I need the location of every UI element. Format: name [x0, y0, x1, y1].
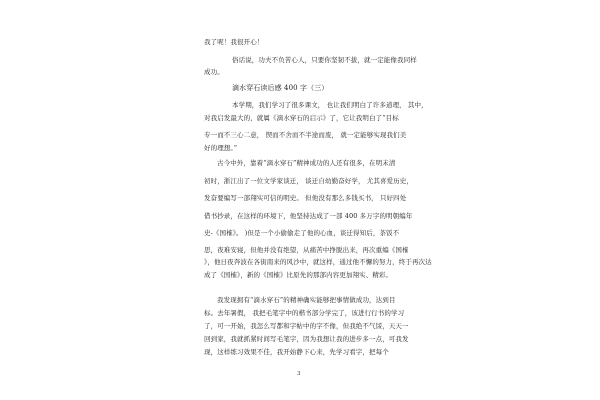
text-line: 现，这样练习效果不佳，我开始静下心来，先学习看字，把每个 [204, 348, 389, 356]
text-line: 对我启发最大的，就属《滴水穿石的启示》了，它让我明白了“目标 [204, 114, 399, 122]
text-line: 史-《国榷》。 )但是一个小偷偷走了他的心血，谈迁得知后，茶饭不 [204, 229, 400, 237]
text-line: 了，可一开始，我怎么写都和字帖中的字不像，但我绝不气馁，天天一 [204, 322, 409, 330]
page-number: 3 [297, 371, 301, 377]
text-line: 思，夜难安寝，但他并没有绝望，从痛苦中挣脱出来，再次重编《国榷 [204, 246, 409, 254]
text-line: 本学期，我们学习了很多课文， 也让我们明白了许多道理， 其中， [232, 101, 428, 109]
text-line: 》，他日夜奔波在各街南来的风沙中，就这样，通过他不懈的努力，终于再次达 [204, 258, 432, 266]
section-title: 滴水穿石读后感 400 字（三） [232, 84, 329, 92]
text-line: 古今中外，靠着“滴水穿石”精神成功的人还有很多，在明末清 [217, 159, 396, 167]
text-line: 发奋要编写一部翔实可信的明史。 但他没有那么多钱买书， 只好四处 [204, 194, 407, 202]
text-line: 我了呢！我很开心！ [204, 38, 264, 46]
text-line: 专一而不三心二意， 锲而不舍而不半途而废， 就一定能够实现我们美 [204, 131, 407, 139]
text-line: 俗话说，功夫不负苦心人，只要你坚韧不拔，就一定能像我同样 [232, 56, 417, 64]
text-line: 回到家，我就抓紧时间写毛笔字，因为我想让我的进步多一点，可我发 [204, 335, 409, 343]
text-line: 好的理想。” [204, 144, 238, 152]
text-line: 借书抄录，在这样的环境下，他坚持达成了一部 400 多万字的明朝编年 [204, 212, 413, 220]
text-line: 我发现拥有“滴水穿石”的精神确实能够把事情做成功，达到目 [217, 296, 396, 304]
text-line: 成了《国榷》，新的《国榷》比原先的那部内容更加翔实、精彩。 [204, 271, 393, 279]
text-line: 初时，浙江出了一位文学家谈迁， 谈迁自幼勤奋好学， 尤其喜爱历史， [204, 177, 413, 185]
text-line: 成功。 [204, 68, 224, 76]
text-line: 标。去年暑假， 我把毛笔字中的楷书部分学完了，该进行行书的学习 [204, 309, 405, 317]
